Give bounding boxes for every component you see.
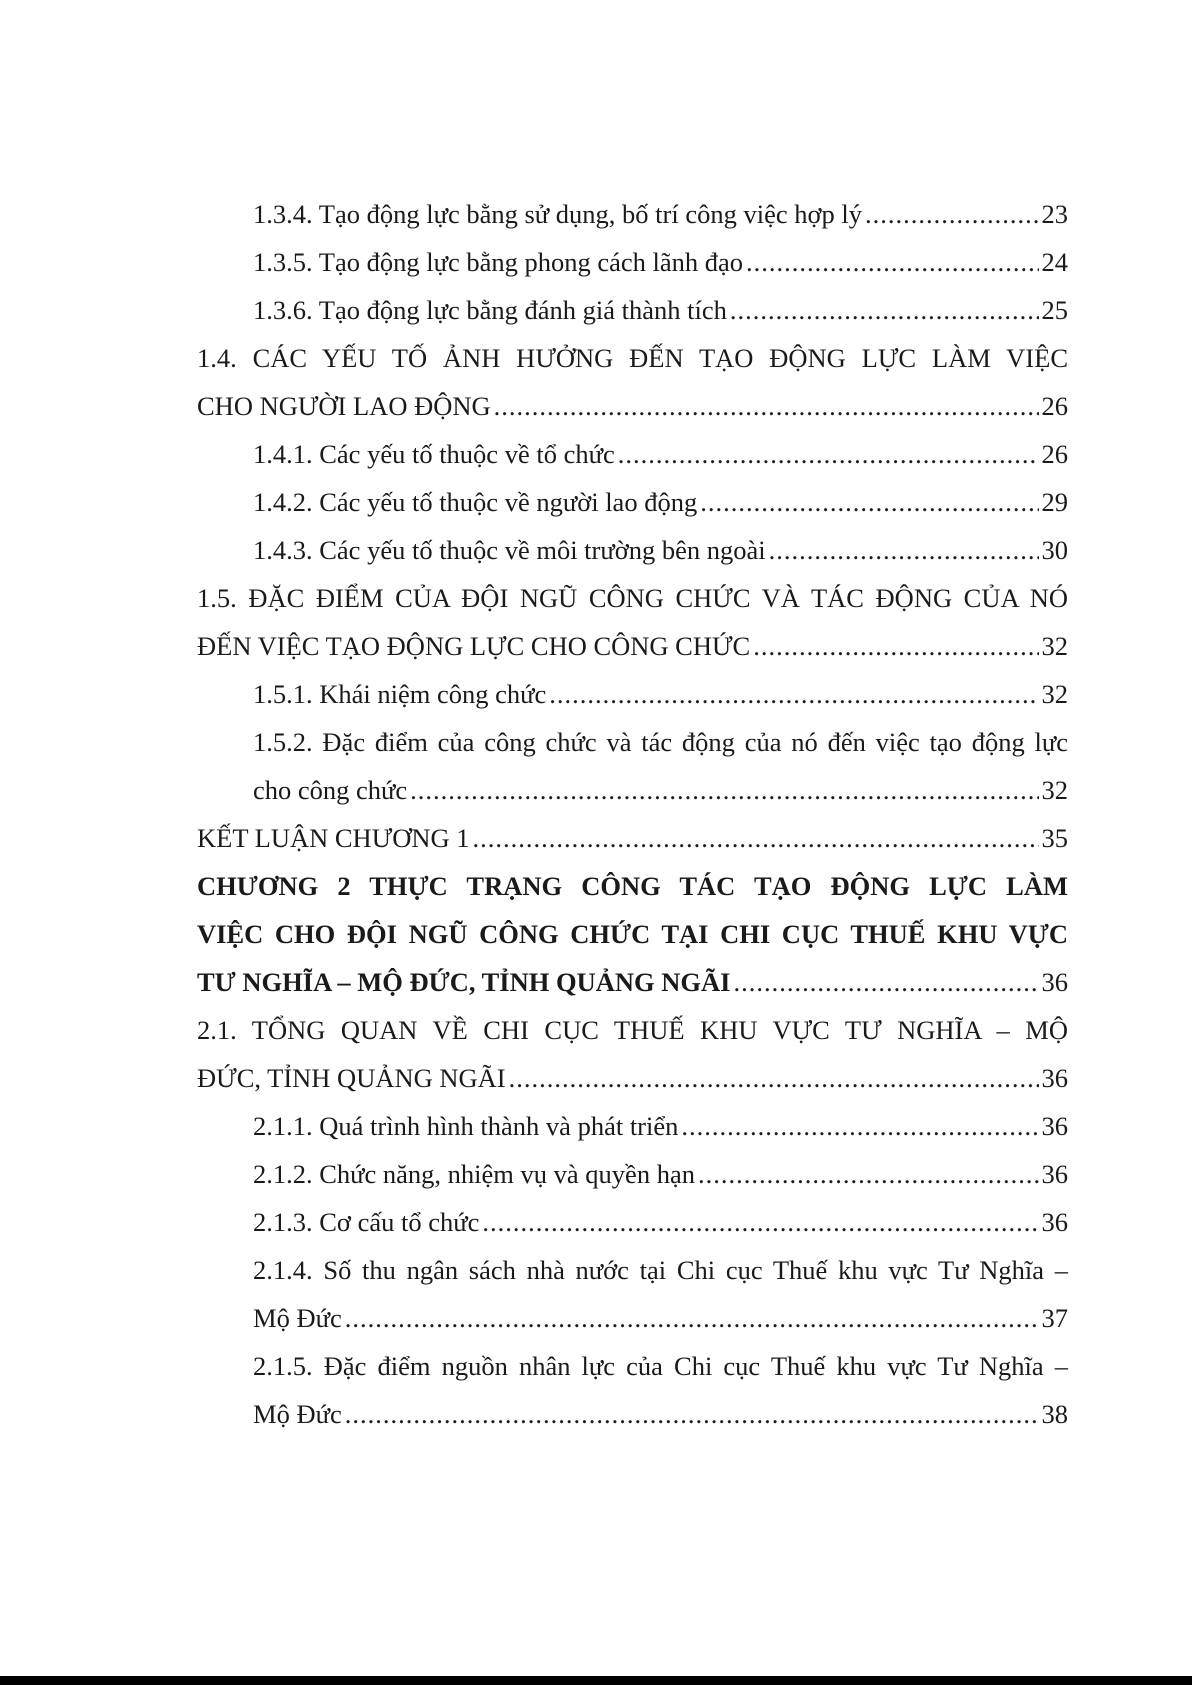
toc-page-number: 30 <box>1041 535 1068 565</box>
toc-page-number: 36 <box>1041 967 1068 997</box>
toc-entry-1-4-line1[interactable]: 1.4. CÁC YẾU TỐ ẢNH HƯỞNG ĐẾN TẠO ĐỘNG LỰC LÀM VIỆC <box>197 343 1068 373</box>
toc-entry-title: 2.1.3. Cơ cấu tổ chức <box>253 1207 480 1237</box>
toc-page-number: 36 <box>1041 1111 1068 1141</box>
toc-leader-dots <box>494 382 1039 430</box>
toc-entry-chuong-2-line1[interactable]: CHƯƠNG 2 THỰC TRẠNG CÔNG TÁC TẠO ĐỘNG LỰC LÀM <box>197 871 1068 901</box>
toc-entry-chuong-2[interactable] <box>197 958 1068 1006</box>
toc-page-number: 25 <box>1041 295 1068 325</box>
toc-page-number: 36 <box>1041 1207 1068 1237</box>
toc-entry-title: cho công chức <box>253 775 408 805</box>
toc-page-number: 38 <box>1041 1399 1068 1429</box>
toc-entry-2-1-4-line1[interactable]: 2.1.4. Số thu ngân sách nhà nước tại Chi cục Thuế khu vực Tư Nghĩa – <box>253 1255 1068 1285</box>
toc-entry-title: 1.5.1. Khái niệm công chức <box>253 679 547 709</box>
toc-entry-2-1-5-line1[interactable]: 2.1.5. Đặc điểm nguồn nhân lực của Chi cục Thuế khu vực Tư Nghĩa – <box>253 1351 1068 1381</box>
toc-entry-1-5[interactable] <box>197 622 1068 670</box>
toc-entry-title: 1.3.5. Tạo động lực bằng phong cách lãnh đạo <box>253 247 744 277</box>
toc-entry-1-5-1[interactable] <box>197 670 1068 718</box>
toc-entry-1-3-6[interactable] <box>197 286 1068 334</box>
toc-entry-2-1-3[interactable] <box>197 1198 1068 1246</box>
toc-entry-1-4-2[interactable] <box>197 478 1068 526</box>
toc-entry-2-1-4[interactable] <box>197 1294 1068 1342</box>
toc-entry-1-3-4[interactable] <box>197 190 1068 238</box>
toc-entry-chuong-2-line2[interactable]: VIỆC CHO ĐỘI NGŨ CÔNG CHỨC TẠI CHI CỤC THUẾ KHU VỰC <box>197 919 1068 949</box>
toc-entry-1-5-2-line1[interactable]: 1.5.2. Đặc điểm của công chức và tác động của nó đến việc tạo động lực <box>253 727 1068 757</box>
toc-entry-ket-luan-chuong-1[interactable] <box>197 814 1068 862</box>
toc-page-number: 35 <box>1041 823 1068 853</box>
toc-entry-title: ĐỨC, TỈNH QUẢNG NGÃI <box>197 1063 506 1093</box>
toc-leader-dots <box>681 1102 1038 1150</box>
toc-entry-title: 2.1.2. Chức năng, nhiệm vụ và quyền hạn <box>253 1159 695 1189</box>
toc-page-number: 23 <box>1041 199 1068 229</box>
toc-leader-dots <box>345 1294 1039 1342</box>
toc-entry-title: 1.4.2. Các yếu tố thuộc về người lao động <box>253 487 698 517</box>
toc-entry-1-4-3[interactable] <box>197 526 1068 574</box>
page-bottom-edge <box>0 1676 1192 1685</box>
toc-page-number: 36 <box>1041 1063 1068 1093</box>
toc-leader-dots <box>746 238 1038 286</box>
table-of-contents <box>197 190 1068 1438</box>
toc-leader-dots <box>549 670 1038 718</box>
toc-leader-dots <box>865 190 1039 238</box>
toc-entry-2-1-2[interactable] <box>197 1150 1068 1198</box>
toc-entry-title: 1.4.3. Các yếu tố thuộc về môi trường bên ngoài <box>253 535 766 565</box>
toc-entry-2-1[interactable] <box>197 1054 1068 1102</box>
toc-entry-2-1-1[interactable] <box>197 1102 1068 1150</box>
toc-entry-1-5-line1[interactable]: 1.5. ĐẶC ĐIỂM CỦA ĐỘI NGŨ CÔNG CHỨC VÀ TÁC ĐỘNG CỦA NÓ <box>197 583 1068 613</box>
toc-entry-title: Mộ Đức <box>253 1303 342 1333</box>
toc-page-number: 32 <box>1041 631 1068 661</box>
toc-entry-title: TƯ NGHĨA – MỘ ĐỨC, TỈNH QUẢNG NGÃI <box>197 967 731 997</box>
toc-leader-dots <box>482 1198 1038 1246</box>
toc-entry-1-3-5[interactable] <box>197 238 1068 286</box>
toc-leader-dots <box>730 286 1039 334</box>
toc-page-number: 32 <box>1041 775 1068 805</box>
toc-entry-1-4-1[interactable] <box>197 430 1068 478</box>
toc-page-number: 32 <box>1041 679 1068 709</box>
toc-entry-title: 1.4.1. Các yếu tố thuộc về tổ chức <box>253 439 615 469</box>
toc-leader-dots <box>473 814 1039 862</box>
toc-page-number: 26 <box>1041 391 1068 421</box>
toc-page-number: 37 <box>1041 1303 1068 1333</box>
toc-page-number: 36 <box>1041 1159 1068 1189</box>
toc-entry-title: Mộ Đức <box>253 1399 342 1429</box>
toc-entry-1-4[interactable] <box>197 382 1068 430</box>
toc-leader-dots <box>733 958 1038 1006</box>
toc-leader-dots <box>410 766 1038 814</box>
toc-leader-dots <box>698 1150 1039 1198</box>
toc-entry-title: 2.1.1. Quá trình hình thành và phát triển <box>253 1111 679 1141</box>
toc-entry-title: KẾT LUẬN CHƯƠNG 1 <box>197 823 470 853</box>
toc-leader-dots <box>700 478 1038 526</box>
toc-entry-title: CHO NGƯỜI LAO ĐỘNG <box>197 391 491 421</box>
toc-leader-dots <box>618 430 1039 478</box>
toc-entry-title: 1.3.4. Tạo động lực bằng sử dụng, bố trí công việc hợp lý <box>253 199 862 229</box>
toc-entry-title: 1.3.6. Tạo động lực bằng đánh giá thành tích <box>253 295 727 325</box>
toc-leader-dots <box>509 1054 1039 1102</box>
toc-entry-2-1-line1[interactable]: 2.1. TỔNG QUAN VỀ CHI CỤC THUẾ KHU VỰC TƯ NGHĨA – MỘ <box>197 1015 1068 1045</box>
toc-entry-2-1-5[interactable] <box>197 1390 1068 1438</box>
toc-page-number: 24 <box>1041 247 1068 277</box>
toc-leader-dots <box>769 526 1039 574</box>
toc-leader-dots <box>345 1390 1039 1438</box>
toc-page-number: 26 <box>1041 439 1068 469</box>
toc-page-number: 29 <box>1041 487 1068 517</box>
toc-entry-1-5-2[interactable] <box>197 766 1068 814</box>
toc-entry-title: ĐẾN VIỆC TẠO ĐỘNG LỰC CHO CÔNG CHỨC <box>197 631 751 661</box>
toc-leader-dots <box>753 622 1038 670</box>
